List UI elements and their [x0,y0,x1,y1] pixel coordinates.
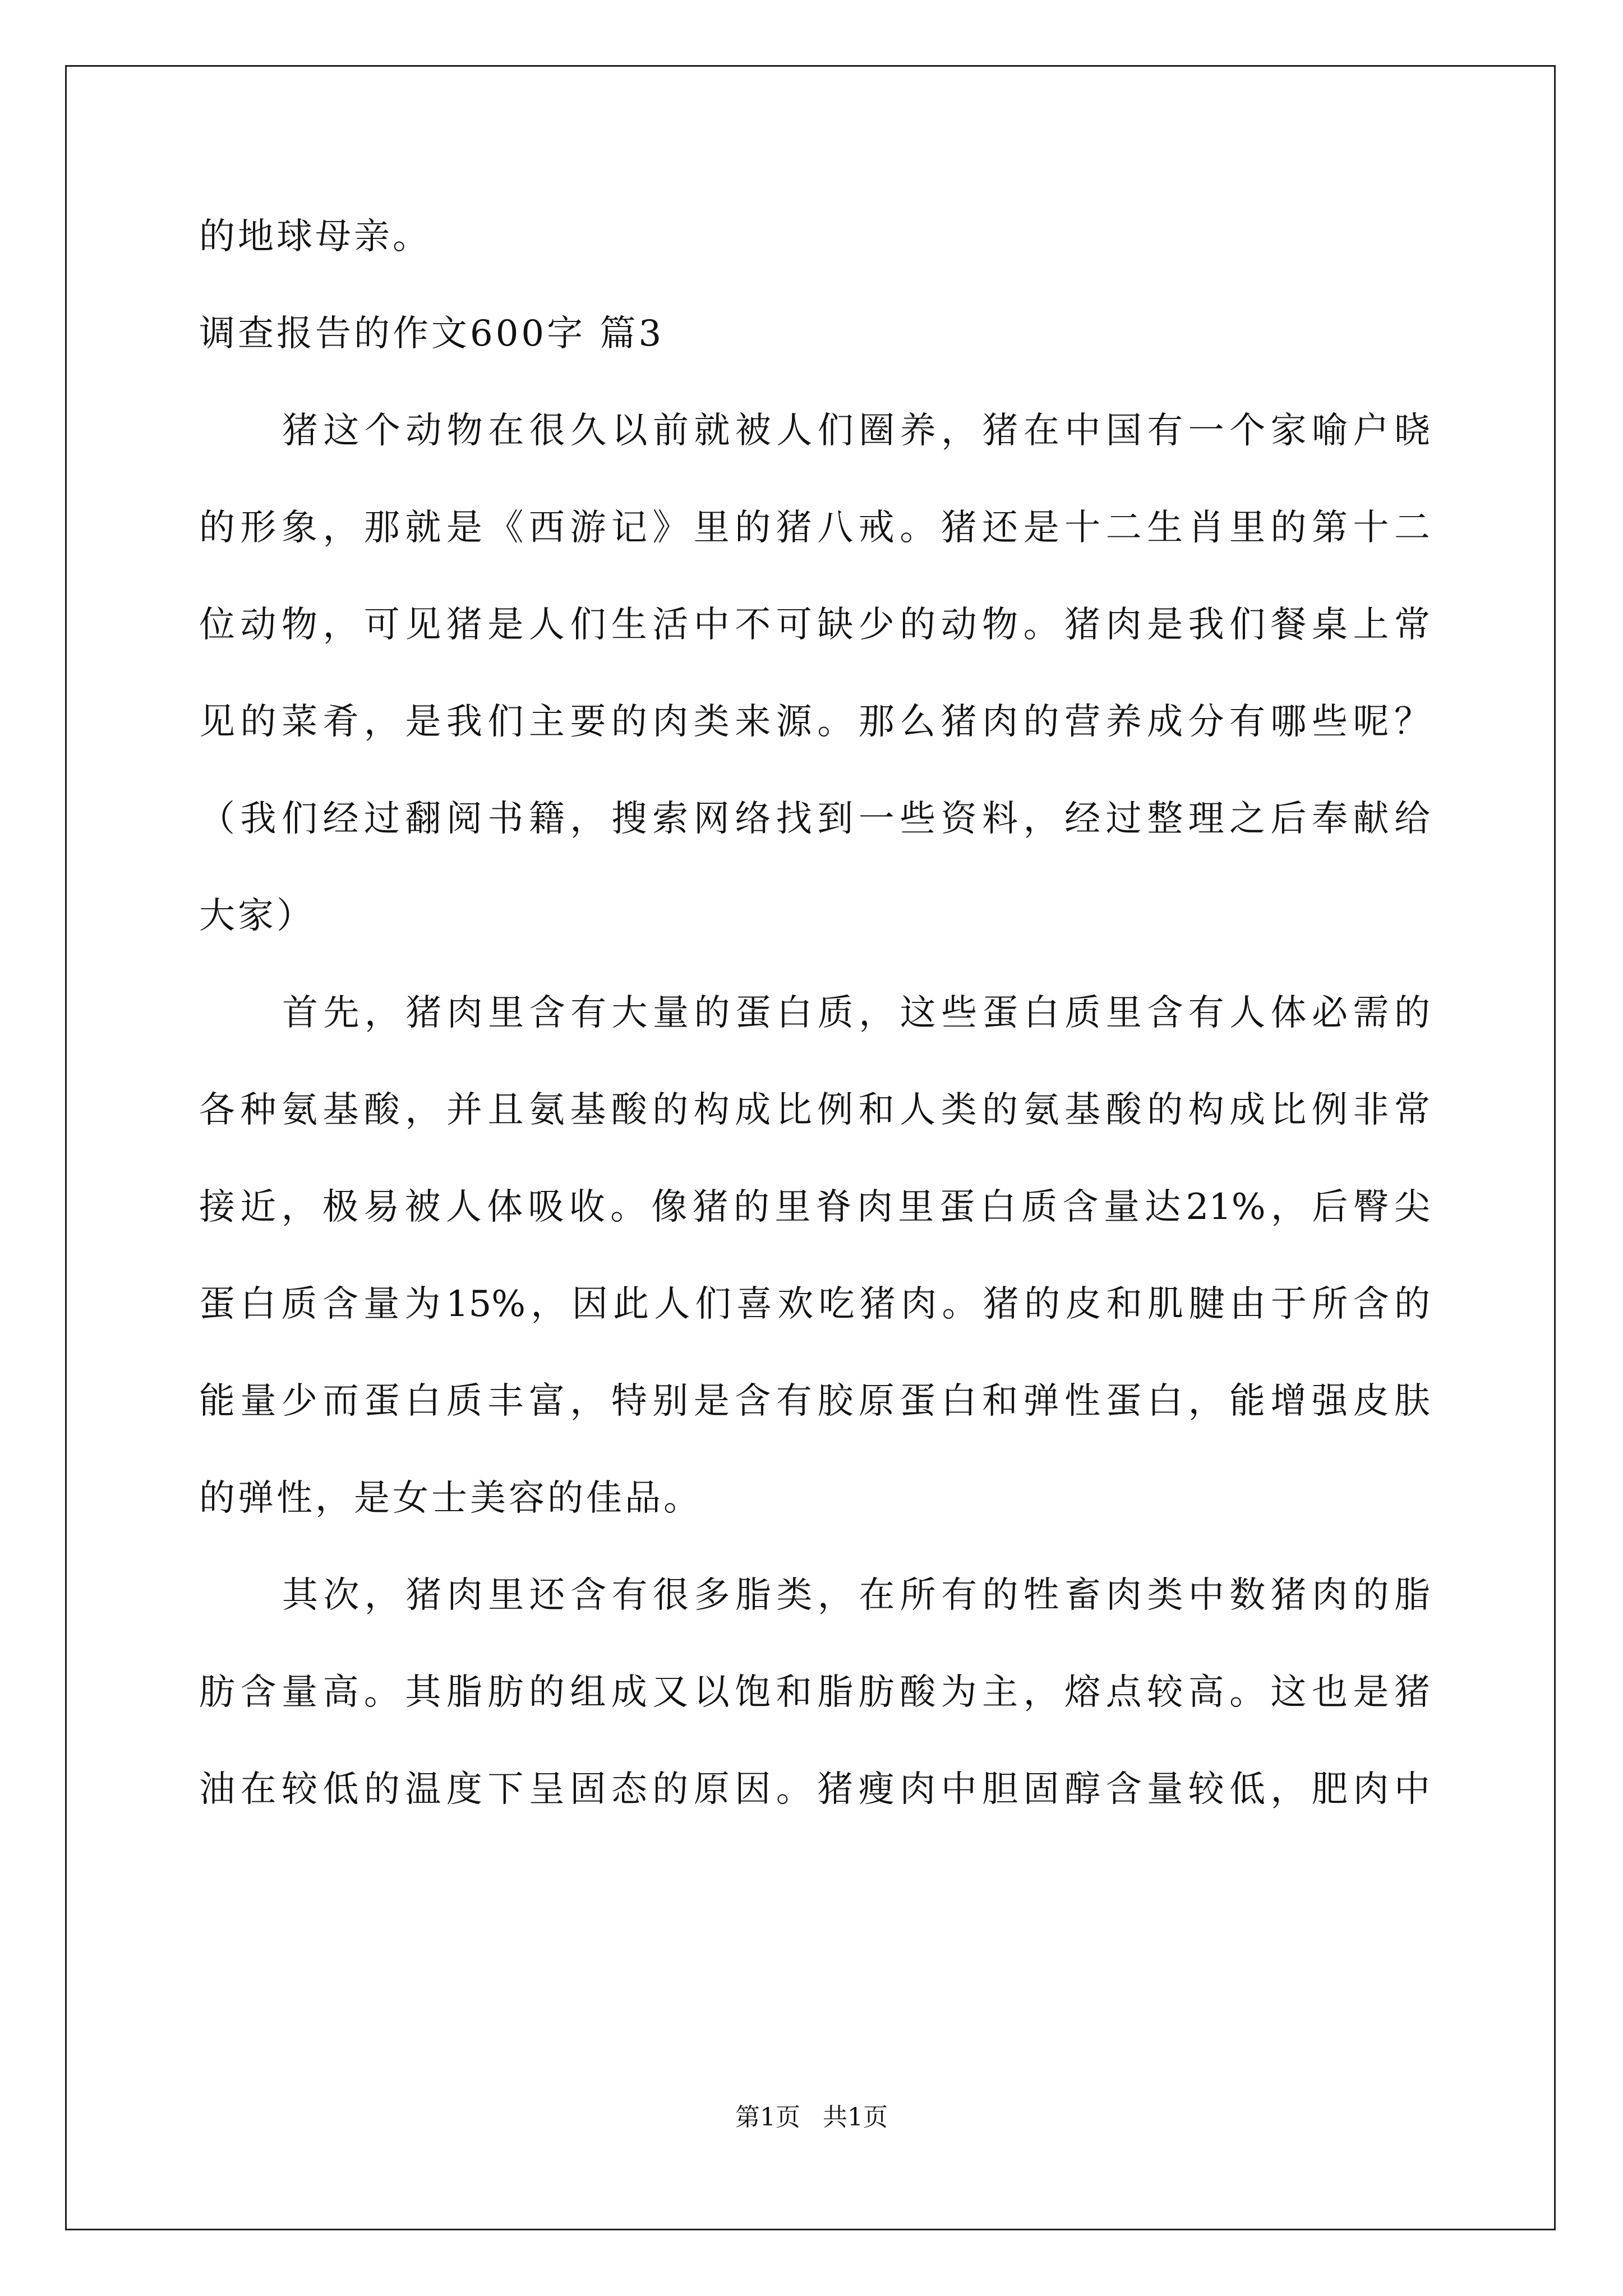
paragraph-2-line-4: 蛋白质含量为15%，因此人们喜欢吃猪肉。猪的皮和肌腱由于所含的 [199,1283,1430,1325]
paragraph-1-line-2: 的形象，那就是《西游记》里的猪八戒。猪还是十二生肖里的第十二 [199,507,1430,549]
paragraph-2-line-1: 首先，猪肉里含有大量的蛋白质，这些蛋白质里含有人体必需的 [282,992,1430,1034]
paragraph-2-line-6: 的弹性，是女士美容的佳品。 [199,1478,702,1519]
paragraph-1-line-4: 见的菜肴，是我们主要的肉类来源。那么猪肉的营养成分有哪些呢？ [199,701,1430,743]
paragraph-3-line-2: 肪含量高。其脂肪的组成又以饱和脂肪酸为主，熔点较高。这也是猪 [199,1672,1430,1713]
section-heading: 调查报告的作文600字 篇3 [199,313,665,355]
text-line-1: 的地球母亲。 [199,216,431,257]
paragraph-1-line-1: 猪这个动物在很久以前就被人们圈养，猪在中国有一个家喻户晓 [282,410,1430,452]
paragraph-2-line-3: 接近，极易被人体吸收。像猪的里脊肉里蛋白质含量达21%，后臀尖 [199,1186,1430,1228]
paragraph-3-line-1: 其次，猪肉里还含有很多脂类，在所有的牲畜肉类中数猪肉的脂 [282,1575,1430,1616]
paragraph-3-line-3: 油在较低的温度下呈固态的原因。猪瘦肉中胆固醇含量较低，肥肉中 [199,1769,1430,1810]
paragraph-2-line-5: 能量少而蛋白质丰富，特别是含有胶原蛋白和弹性蛋白，能增强皮肤 [199,1381,1430,1422]
paragraph-1-line-3: 位动物，可见猪是人们生活中不可缺少的动物。猪肉是我们餐桌上常 [199,604,1430,646]
paragraph-1-line-5: （我们经过翻阅书籍，搜索网络找到一些资料，经过整理之后奉献给 [199,798,1430,840]
page-footer [0,2101,1623,2134]
page-number: 第1页 [735,2103,800,2132]
paragraph-1-line-6: 大家） [199,895,315,937]
page-total: 共1页 [823,2103,888,2132]
page-border [65,65,1556,2230]
paragraph-2-line-2: 各种氨基酸，并且氨基酸的构成比例和人类的氨基酸的构成比例非常 [199,1089,1430,1131]
